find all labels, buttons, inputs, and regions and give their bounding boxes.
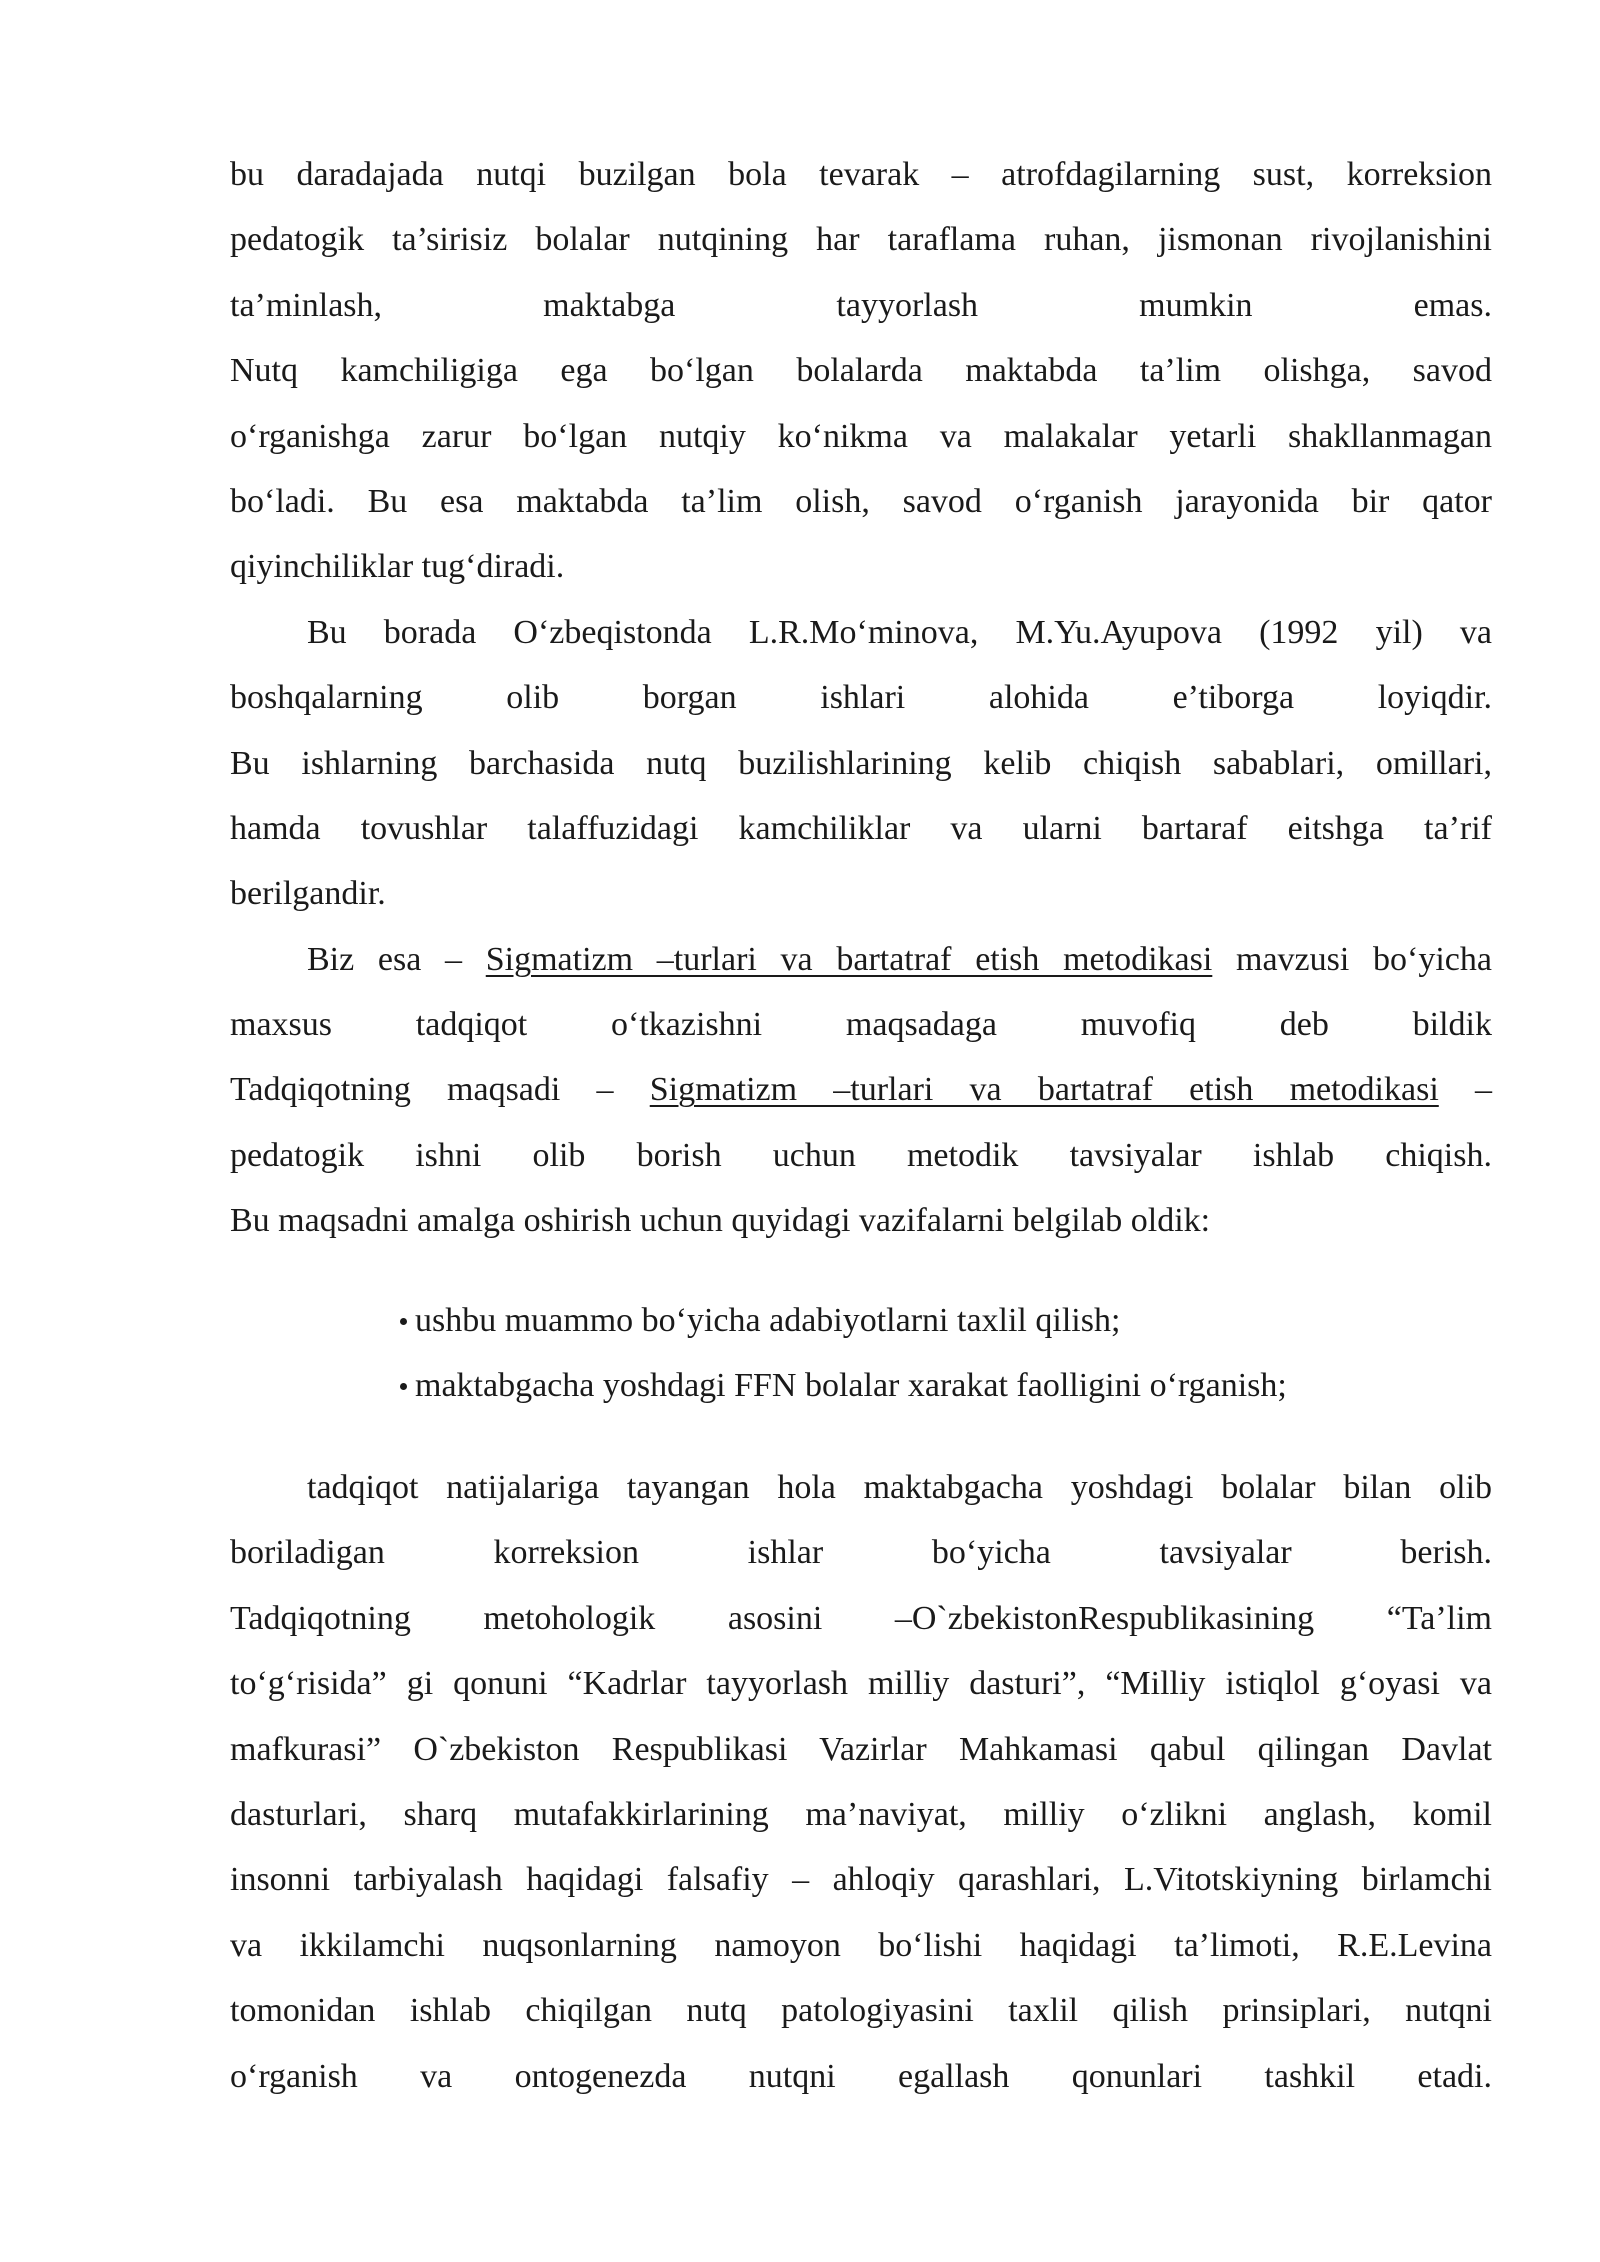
text-line: o‘rganish va ontogenezda nutqni egallash qonunlari tashkil etadi. (230, 2057, 1492, 2095)
text-line: to‘g‘risida” gi qonuni “Kadrlar tayyorlash milliy dasturi”, “Milliy istiqlol g‘oyasi va (230, 1665, 1492, 1703)
paragraph-block-3 (230, 1455, 1492, 2109)
list-item (400, 1288, 1287, 1353)
text-segment: – (1438, 1071, 1492, 1109)
text-line: va ikkilamchi nuqsonlarning namoyon bo‘lishi haqidagi ta’limoti, R.E.Levina (230, 1926, 1492, 1964)
task-bullet-list (400, 1288, 1287, 1419)
topic-title-underlined: Sigmatizm –turlari va bartatraf etish metodikasi (485, 940, 1213, 978)
text-line: boriladigan korreksion ishlar bo‘yicha tavsiyalar berish. (230, 1534, 1492, 1572)
text-line: bo‘ladi. Bu esa maktabda ta’lim olish, savod o‘rganish jarayonida bir qator (230, 482, 1492, 520)
text-segment: Biz esa – (307, 940, 486, 978)
text-line: Bu maqsadni amalga oshirish uchun quyidagi vazifalarni belgilab oldik: (230, 1202, 1211, 1240)
text-line: maxsus tadqiqot o‘tkazishni maqsadaga muvofiq deb bildik (230, 1006, 1492, 1044)
text-line: Nutq kamchiligiga ega bo‘lgan bolalarda maktabda ta’lim olishga, savod (230, 352, 1492, 390)
text-line: Tadqiqotning metohologik asosini –O`zbekistonRespublikasining “Ta’lim (230, 1599, 1492, 1637)
text-line: insonni tarbiyalash haqidagi falsafiy – ahloqiy qarashlari, L.Vitotskiyning birlamchi (230, 1861, 1492, 1899)
text-line: tadqiqot natijalariga tayangan hola maktabgacha yoshdagi bolalar bilan olib (307, 1469, 1492, 1506)
text-line: berilgandir. (230, 875, 386, 913)
text-line: Bu ishlarning barchasida nutq buzilishlarining kelib chiqish sabablari, omillari, (230, 744, 1492, 782)
text-segment: Tadqiqotning maqsadi – (230, 1071, 650, 1109)
bullet-icon (400, 1383, 407, 1390)
text-line: Bu borada O‘zbeqistonda L.R.Mo‘minova, M.Yu.Ayupova (1992 yil) va (307, 613, 1492, 651)
text-line: pedatogik ta’sirisiz bolalar nutqining har taraflama ruhan, jismonan rivojlanishini (230, 221, 1492, 259)
list-item-text: maktabgacha yoshdagi FFN bolalar xarakat faolligini o‘rganish; (415, 1367, 1287, 1405)
text-line: dasturlari, sharq mutafakkirlarining ma’naviyat, milliy o‘zlikni anglash, komil (230, 1795, 1492, 1833)
aim-title-underlined: Sigmatizm –turlari va bartatraf etish metodikasi (649, 1071, 1439, 1109)
text-line: qiyinchiliklar tug‘diradi. (230, 548, 565, 586)
text-segment: mavzusi bo‘yicha (1212, 940, 1492, 978)
text-line: tomonidan ishlab chiqilgan nutq patologiyasini taxlil qilish prinsiplari, nutqni (230, 1992, 1492, 2030)
text-line: o‘rganishga zarur bo‘lgan nutqiy ko‘nikma va malakalar yetarli shakllanmagan (230, 417, 1492, 455)
text-line: mafkurasi” O`zbekiston Respublikasi Vazirlar Mahkamasi qabul qilingan Davlat (230, 1730, 1492, 1768)
text-line: ta’minlash, maktabga tayyorlash mumkin emas. (230, 286, 1492, 324)
bullet-icon (400, 1318, 407, 1325)
topic-line (230, 927, 1492, 992)
text-line: hamda tovushlar talaffuzidagi kamchiliklar va ularni bartaraf eitshga ta’rif (230, 809, 1492, 847)
text-line: boshqalarning olib borgan ishlari alohida e’tiborga loyiqdir. (230, 679, 1492, 717)
list-item (400, 1353, 1287, 1418)
aim-line (230, 1057, 1492, 1122)
text-line: bu daradajada nutqi buzilgan bola tevarak – atrofdagilarning sust, korreksion (230, 156, 1492, 193)
list-item-text: ushbu muammo bo‘yicha adabiyotlarni taxlil qilish; (415, 1302, 1121, 1339)
text-line: pedatogik ishni olib borish uchun metodik tavsiyalar ishlab chiqish. (230, 1136, 1492, 1174)
paragraph-block-1 (230, 142, 1492, 1254)
